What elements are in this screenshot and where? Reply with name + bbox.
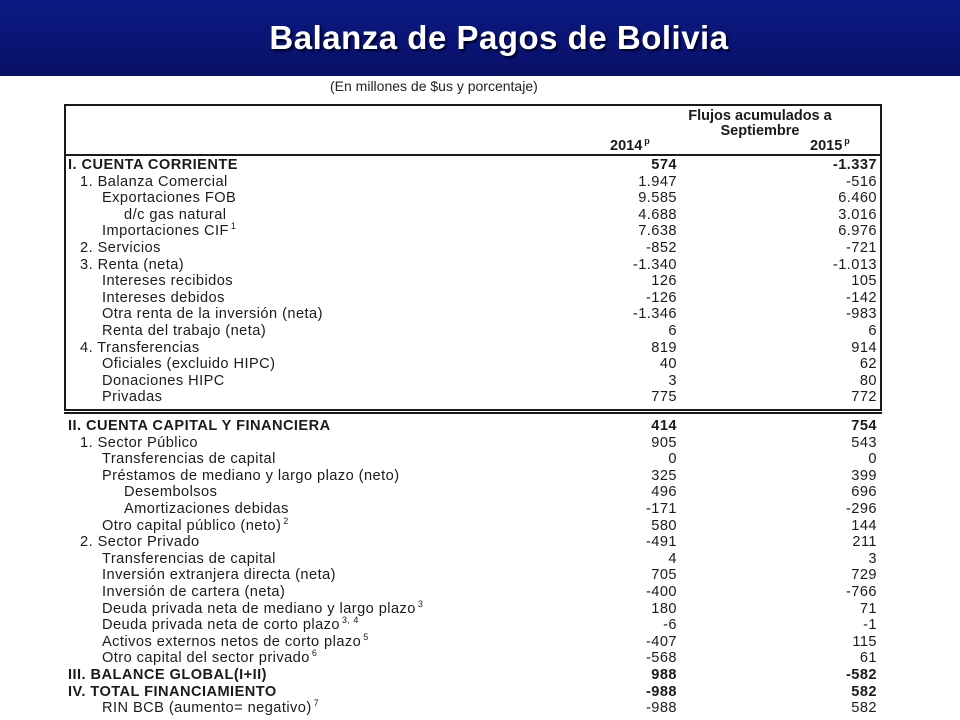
header-col-2014-sup: p bbox=[644, 136, 650, 146]
row-label-text: Exportaciones FOB bbox=[102, 190, 237, 207]
row-label bbox=[102, 451, 276, 468]
cell-2015: 3.016 bbox=[838, 206, 877, 223]
header-col-2015 bbox=[810, 136, 850, 154]
table-row bbox=[66, 257, 880, 274]
cell-2014: 126 bbox=[651, 273, 677, 290]
row-label bbox=[102, 617, 359, 634]
cell-2014: -988 bbox=[645, 700, 677, 717]
table-row bbox=[66, 567, 880, 584]
cell-2015: -296 bbox=[845, 501, 877, 517]
row-label bbox=[102, 515, 289, 535]
row-label bbox=[102, 190, 236, 207]
row-label bbox=[68, 157, 238, 174]
row-label bbox=[102, 290, 225, 307]
header-col-2014-label: 2014 bbox=[610, 138, 643, 154]
row-label-text: RIN BCB (aumento= negativo) bbox=[102, 700, 312, 717]
row-label-text: Otro capital público (neto) bbox=[102, 517, 282, 534]
table-row bbox=[66, 157, 880, 174]
row-label-text: I. CUENTA CORRIENTE bbox=[68, 157, 238, 173]
row-footnote-marker: 2 bbox=[283, 515, 289, 526]
table-row bbox=[66, 290, 880, 307]
row-label-text: Deuda privada neta de mediano y largo plazo bbox=[102, 600, 416, 617]
row-label bbox=[102, 650, 317, 667]
row-label-text: Transferencias de capital bbox=[102, 550, 276, 567]
row-label bbox=[102, 631, 369, 651]
row-label-text: 2. Servicios bbox=[80, 240, 161, 256]
row-label-text: d/c gas natural bbox=[124, 206, 227, 223]
cell-2015: -766 bbox=[845, 584, 877, 600]
row-label bbox=[80, 240, 161, 257]
row-label bbox=[124, 501, 289, 518]
table-row bbox=[66, 435, 880, 452]
cell-2015: 6.976 bbox=[838, 223, 877, 240]
cell-2015: 696 bbox=[851, 484, 877, 501]
row-label bbox=[102, 223, 236, 240]
row-footnote-marker: 6 bbox=[311, 648, 318, 659]
cell-2015: 61 bbox=[859, 650, 877, 667]
cell-2014: 40 bbox=[659, 356, 677, 373]
cell-2014: 3 bbox=[668, 372, 677, 389]
cell-2015: 729 bbox=[851, 567, 877, 584]
cell-2014: 6 bbox=[668, 323, 677, 339]
title-banner bbox=[0, 0, 960, 76]
cell-2014: 775 bbox=[651, 389, 677, 406]
table-right-border bbox=[880, 104, 882, 410]
row-label-text: III. BALANCE GLOBAL(I+II) bbox=[68, 667, 267, 683]
row-label bbox=[102, 567, 336, 584]
row-label-text: 4. Transferencias bbox=[80, 339, 200, 356]
table-row bbox=[66, 501, 880, 518]
cell-2014: 1.947 bbox=[638, 173, 677, 190]
row-footnote-marker: 3 bbox=[417, 598, 424, 609]
row-footnote-marker: 3, 4 bbox=[341, 615, 359, 626]
cell-2015: 543 bbox=[851, 434, 877, 451]
cell-2014: -171 bbox=[645, 501, 677, 517]
cell-2014: 574 bbox=[651, 157, 677, 173]
cell-2015: 914 bbox=[851, 339, 877, 356]
cell-2014: -491 bbox=[645, 534, 677, 551]
cell-2014: -126 bbox=[645, 289, 677, 306]
cell-2015: 772 bbox=[851, 389, 877, 406]
table-row bbox=[66, 551, 880, 568]
cell-2015: 6 bbox=[868, 323, 877, 339]
table-row bbox=[66, 468, 880, 485]
cell-2014: 4 bbox=[668, 550, 677, 567]
table-row bbox=[66, 700, 880, 717]
table-row bbox=[66, 667, 880, 684]
row-label bbox=[80, 174, 228, 191]
cell-2014: -407 bbox=[645, 633, 677, 650]
header-group-line-2: Septiembre bbox=[720, 123, 800, 139]
row-label-text: IV. TOTAL FINANCIAMIENTO bbox=[68, 683, 277, 700]
row-label-text: Amortizaciones debidas bbox=[124, 501, 289, 517]
cell-2014: -988 bbox=[645, 683, 677, 700]
table-row bbox=[66, 223, 880, 240]
cell-2014: 414 bbox=[651, 418, 677, 434]
cell-2014: 580 bbox=[651, 517, 677, 534]
cell-2014: -6 bbox=[663, 617, 677, 634]
row-label-text: Privadas bbox=[102, 389, 163, 406]
cell-2014: 988 bbox=[651, 667, 677, 683]
cell-2014: -1.346 bbox=[632, 306, 677, 323]
table-row bbox=[66, 389, 880, 406]
cell-2015: 6.460 bbox=[838, 190, 877, 207]
header-group-line-1: Flujos acumulados a bbox=[688, 108, 832, 124]
row-label bbox=[80, 340, 200, 357]
row-label bbox=[80, 534, 200, 551]
page-title: Balanza de Pagos de Bolivia bbox=[269, 19, 729, 56]
row-label bbox=[102, 389, 162, 406]
row-label-text: Transferencias de capital bbox=[102, 451, 276, 468]
cell-2015: -1.013 bbox=[832, 256, 877, 273]
row-label-text: Inversión de cartera (neta) bbox=[102, 584, 286, 600]
row-label bbox=[102, 306, 323, 323]
cell-2015: -516 bbox=[845, 173, 877, 190]
cell-2015: 211 bbox=[852, 534, 877, 551]
header-col-2014 bbox=[610, 136, 650, 154]
cell-2014: 905 bbox=[651, 434, 677, 451]
row-label-text: 1. Sector Público bbox=[80, 434, 198, 451]
table-row bbox=[66, 650, 880, 667]
cell-2015: 3 bbox=[868, 550, 877, 567]
row-label-text: Otra renta de la inversión (neta) bbox=[102, 306, 323, 323]
cell-2015: 582 bbox=[851, 683, 877, 700]
row-label-text: Deuda privada neta de corto plazo bbox=[102, 617, 340, 634]
row-label bbox=[102, 584, 285, 601]
cell-2015: -1 bbox=[863, 617, 877, 634]
table-row bbox=[66, 484, 880, 501]
header-group bbox=[640, 109, 880, 139]
cell-2014: 9.585 bbox=[638, 190, 677, 207]
row-label bbox=[68, 667, 267, 684]
table-row bbox=[66, 534, 880, 551]
table-row bbox=[66, 323, 880, 340]
cell-2015: 80 bbox=[859, 372, 877, 389]
cell-2015: 754 bbox=[851, 418, 877, 434]
table-row bbox=[66, 240, 880, 257]
cell-2015: 0 bbox=[868, 451, 877, 468]
cell-2015: 105 bbox=[851, 273, 877, 290]
table-row bbox=[66, 617, 880, 634]
table-row bbox=[66, 598, 880, 618]
cell-2015: -983 bbox=[845, 306, 877, 323]
row-label-text: Donaciones HIPC bbox=[102, 372, 225, 389]
row-label-text: 2. Sector Privado bbox=[80, 534, 200, 551]
cell-2014: -1.340 bbox=[632, 256, 677, 273]
cell-2015: 399 bbox=[851, 467, 877, 484]
row-label bbox=[102, 551, 276, 568]
row-label-text: Renta del trabajo (neta) bbox=[102, 323, 267, 339]
cell-2014: 7.638 bbox=[638, 223, 677, 240]
row-label-text: Intereses debidos bbox=[102, 289, 225, 306]
row-label bbox=[102, 323, 266, 340]
row-footnote-marker: 5 bbox=[363, 631, 369, 642]
row-label-text: Importaciones CIF bbox=[102, 223, 229, 240]
cell-2015: 62 bbox=[859, 356, 877, 373]
table-row bbox=[66, 306, 880, 323]
cell-2014: -400 bbox=[645, 584, 677, 600]
table-row bbox=[66, 207, 880, 224]
row-label-text: Activos externos netos de corto plazo bbox=[102, 633, 362, 650]
cell-2015: -721 bbox=[845, 240, 877, 256]
row-label-text: 3. Renta (neta) bbox=[80, 256, 185, 273]
table-subtitle: (En millones de $us y porcentaje) bbox=[330, 78, 538, 94]
cell-2014: -852 bbox=[645, 240, 677, 256]
row-label-text: Otro capital del sector privado bbox=[102, 650, 310, 667]
row-label bbox=[102, 468, 400, 485]
table-row bbox=[66, 190, 880, 207]
row-label bbox=[102, 700, 319, 717]
row-label-text: II. CUENTA CAPITAL Y FINANCIERA bbox=[68, 418, 331, 434]
table-row bbox=[66, 373, 880, 390]
cell-2015: -142 bbox=[845, 289, 877, 306]
cell-2015: -1.337 bbox=[832, 157, 877, 173]
cell-2014: 705 bbox=[651, 567, 677, 584]
row-label-text: 1. Balanza Comercial bbox=[80, 173, 228, 190]
row-label bbox=[80, 435, 198, 452]
row-label bbox=[68, 418, 331, 435]
row-label bbox=[124, 484, 217, 501]
table-row bbox=[66, 418, 880, 435]
cell-2014: 180 bbox=[651, 600, 677, 617]
table-row bbox=[66, 273, 880, 290]
table-top-rule bbox=[64, 104, 882, 106]
row-label-text: Oficiales (excluido HIPC) bbox=[102, 356, 276, 373]
header-col-2015-label: 2015 bbox=[810, 138, 843, 154]
row-label bbox=[124, 207, 226, 224]
table-row bbox=[66, 174, 880, 191]
header-col-2015-sup: p bbox=[844, 136, 850, 146]
cell-2014: -568 bbox=[645, 650, 677, 667]
header-bottom-rule bbox=[64, 154, 882, 156]
table-row bbox=[66, 684, 880, 701]
cell-2015: 71 bbox=[859, 600, 877, 617]
table-row bbox=[66, 631, 880, 651]
row-label bbox=[102, 373, 225, 390]
section-divider-rule-2 bbox=[64, 412, 882, 414]
row-label-text: Intereses recibidos bbox=[102, 273, 234, 290]
cell-2014: 0 bbox=[668, 451, 677, 468]
cell-2014: 325 bbox=[651, 467, 677, 484]
row-label-text: Inversión extranjera directa (neta) bbox=[102, 567, 336, 584]
table-row bbox=[66, 451, 880, 468]
table-row bbox=[66, 515, 880, 535]
cell-2015: 144 bbox=[851, 517, 877, 534]
cell-2015: 115 bbox=[852, 633, 877, 650]
row-label-text: Desembolsos bbox=[124, 484, 218, 501]
row-label bbox=[80, 257, 184, 274]
row-label bbox=[102, 356, 275, 373]
cell-2015: 582 bbox=[851, 700, 877, 717]
cell-2014: 4.688 bbox=[638, 206, 677, 223]
section-divider-rule bbox=[64, 409, 882, 411]
row-label bbox=[102, 598, 424, 618]
row-footnote-marker: 7 bbox=[313, 698, 320, 709]
cell-2015: -582 bbox=[845, 667, 877, 683]
row-label bbox=[68, 684, 277, 701]
cell-2014: 496 bbox=[651, 484, 677, 501]
row-label-text: Préstamos de mediano y largo plazo (neto) bbox=[102, 467, 400, 484]
table-row bbox=[66, 584, 880, 601]
table-row bbox=[66, 340, 880, 357]
row-footnote-marker: 1 bbox=[230, 221, 237, 232]
table-row bbox=[66, 356, 880, 373]
row-label bbox=[102, 273, 233, 290]
cell-2014: 819 bbox=[651, 339, 677, 356]
